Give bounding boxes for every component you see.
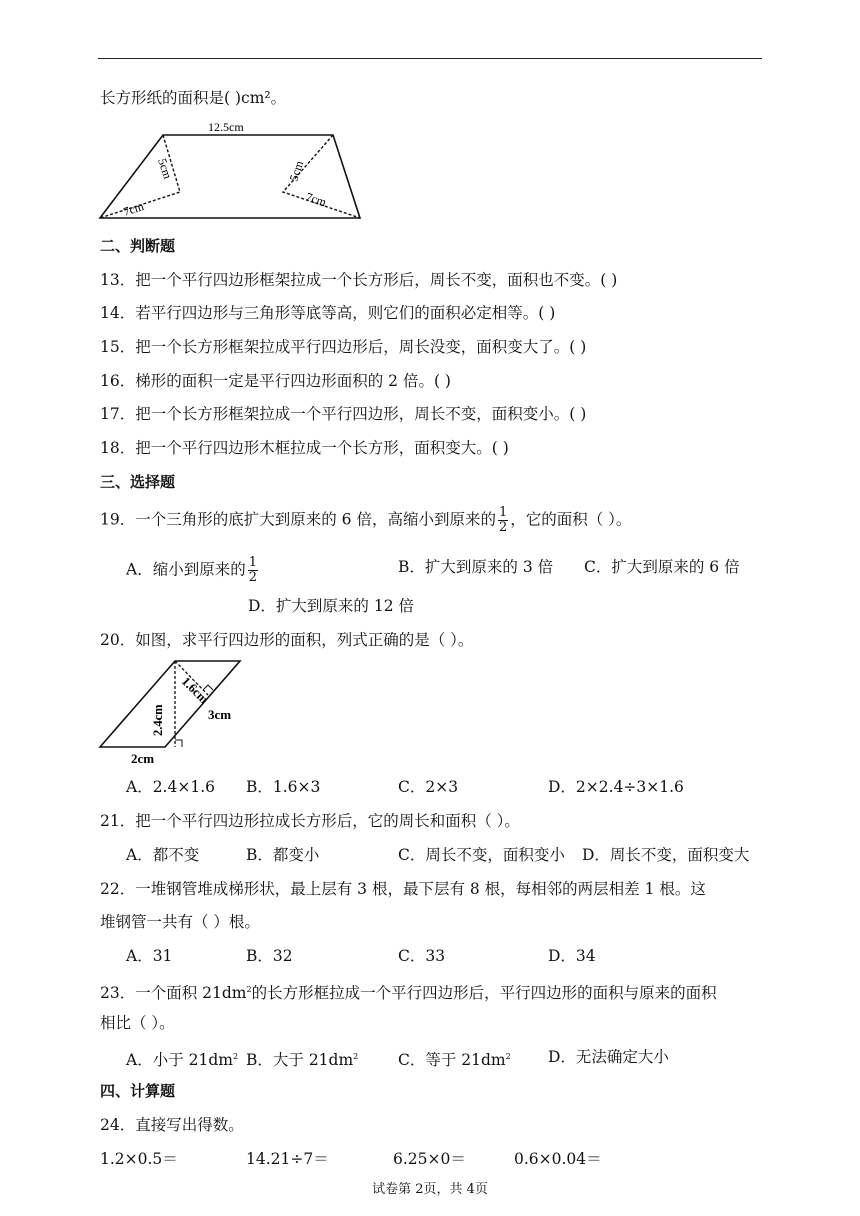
- q19-frac-num: 1: [498, 505, 508, 520]
- question-16: 16．梯形的面积一定是平行四边形面积的 2 倍。( ): [100, 372, 451, 390]
- q20-option-a[interactable]: A．2.4×1.6: [126, 778, 215, 796]
- q24-item-4: 0.6×0.04＝: [514, 1150, 602, 1168]
- question-13: 13．把一个平行四边形框架拉成一个长方形后，周长不变，面积也不变。( ): [100, 271, 618, 289]
- q19-option-b[interactable]: B．扩大到原来的 3 倍: [398, 558, 554, 576]
- q24-item-1: 1.2×0.5＝: [100, 1150, 178, 1168]
- q24-item-3: 6.25×0＝: [393, 1150, 466, 1168]
- question-17: 17．把一个长方形框架拉成一个平行四边形，周长不变，面积变小。( ): [100, 405, 587, 423]
- fig1-right-bottom-label: 7cm: [304, 189, 329, 210]
- q19-option-d[interactable]: D．扩大到原来的 12 倍: [248, 597, 415, 615]
- q23-option-c[interactable]: [398, 1047, 511, 1070]
- q19-opt-frac-den: 2: [248, 570, 257, 585]
- section-heading-calculation: 四、计算题: [100, 1082, 176, 1100]
- q23-option-c-sup: 2: [505, 1052, 511, 1061]
- question-23-line-1: [100, 980, 717, 1003]
- question-23-line-2: 相比（ ）。: [100, 1014, 175, 1032]
- question-21: 21．把一个平行四边形拉成长方形后，它的周长和面积（ ）。: [100, 812, 520, 830]
- q21-option-c[interactable]: C．周长不变，面积变小: [398, 846, 565, 864]
- fig1-left-bottom-label: 7cm: [121, 199, 146, 219]
- q22-option-c[interactable]: C．33: [398, 947, 446, 965]
- q23-option-c-text: C．等于 21dm: [398, 1051, 506, 1070]
- page-footer: 试卷第 2页，共 4页: [372, 1182, 488, 1197]
- question-14: 14．若平行四边形与三角形等底等高，则它们的面积必定相等。( ): [100, 304, 556, 322]
- fig2-slant-height-label: 1.6cm: [178, 674, 212, 707]
- q21-option-d[interactable]: D．周长不变，面积变大: [582, 846, 750, 864]
- q23-option-a-sup: 2: [232, 1052, 239, 1061]
- q20-option-d[interactable]: D．2×2.4÷3×1.6: [548, 778, 684, 796]
- fig2-height-label: 2.4cm: [151, 704, 165, 736]
- question-24: 24．直接写出得数。: [100, 1116, 244, 1134]
- question-22-line-1: 22．一堆钢管堆成梯形状，最上层有 3 根，最下层有 8 根，每相邻的两层相差 1 根。这: [100, 880, 706, 898]
- q22-option-a[interactable]: A．31: [126, 947, 173, 965]
- q19-stem-post: ，它的面积（ ）。: [510, 510, 632, 529]
- question-20: 20．如图，求平行四边形的面积，列式正确的是（ ）。: [100, 631, 474, 649]
- q12-tail-text: 长方形纸的面积是( )cm²。: [100, 89, 287, 107]
- fig1-top-label: 12.5cm: [208, 120, 244, 134]
- fig1-left-side-label: 5cm: [155, 156, 175, 181]
- fig2-side-label: 3cm: [208, 707, 232, 722]
- q23-option-b[interactable]: [246, 1047, 358, 1070]
- q23-option-d[interactable]: D．无法确定大小: [548, 1048, 669, 1066]
- q19-option-a-text: A．缩小到原来的: [126, 560, 246, 579]
- q19-stem-pre: 19．一个三角形的底扩大到原来的 6 倍，高缩小到原来的: [100, 510, 496, 529]
- q19-frac-den: 2: [498, 520, 508, 535]
- fig2-base-label: 2cm: [131, 751, 155, 766]
- q19-option-c[interactable]: C．扩大到原来的 6 倍: [584, 558, 740, 576]
- fig1-right-side-label: 5cm: [286, 158, 307, 183]
- question-19: [100, 506, 631, 535]
- question-15: 15．把一个长方形框架拉成平行四边形后，周长没变，面积变大了。( ): [100, 338, 587, 356]
- section-heading-judgement: 二、判断题: [100, 237, 176, 255]
- question-22-line-2: 堆钢管一共有（ ）根。: [100, 913, 260, 931]
- figure-folded-paper: [95, 118, 370, 226]
- q19-option-a[interactable]: [126, 556, 260, 585]
- q19-opt-frac-num: 1: [248, 555, 257, 570]
- q23-option-a-text: A．小于 21dm: [126, 1051, 233, 1070]
- q23-option-a[interactable]: [126, 1047, 238, 1070]
- header-rule: [98, 58, 762, 59]
- q21-option-a[interactable]: A．都不变: [126, 846, 200, 864]
- q22-option-b[interactable]: B．32: [246, 947, 293, 965]
- q23-option-b-text: B．大于 21dm: [246, 1051, 354, 1070]
- q19-fraction: [498, 506, 508, 535]
- q20-option-b[interactable]: B．1.6×3: [246, 778, 321, 796]
- q23-option-b-sup: 2: [353, 1052, 359, 1061]
- figure-parallelogram: [95, 656, 255, 768]
- q23-stem-pre: 23．一个面积 21dm: [100, 984, 247, 1003]
- q21-option-b[interactable]: B．都变小: [246, 846, 320, 864]
- q23-stem-post: 的长方形框拉成一个平行四边形后，平行四边形的面积与原来的面积: [251, 984, 717, 1003]
- q19-option-a-fraction: [248, 556, 258, 585]
- question-18: 18．把一个平行四边形木框拉成一个长方形，面积变大。( ): [100, 439, 509, 457]
- q20-option-c[interactable]: C．2×3: [398, 778, 459, 796]
- q22-option-d[interactable]: D．34: [548, 947, 596, 965]
- section-heading-choice: 三、选择题: [100, 473, 176, 491]
- q23-superscript: 2: [246, 985, 252, 994]
- q24-item-2: 14.21÷7＝: [246, 1150, 329, 1168]
